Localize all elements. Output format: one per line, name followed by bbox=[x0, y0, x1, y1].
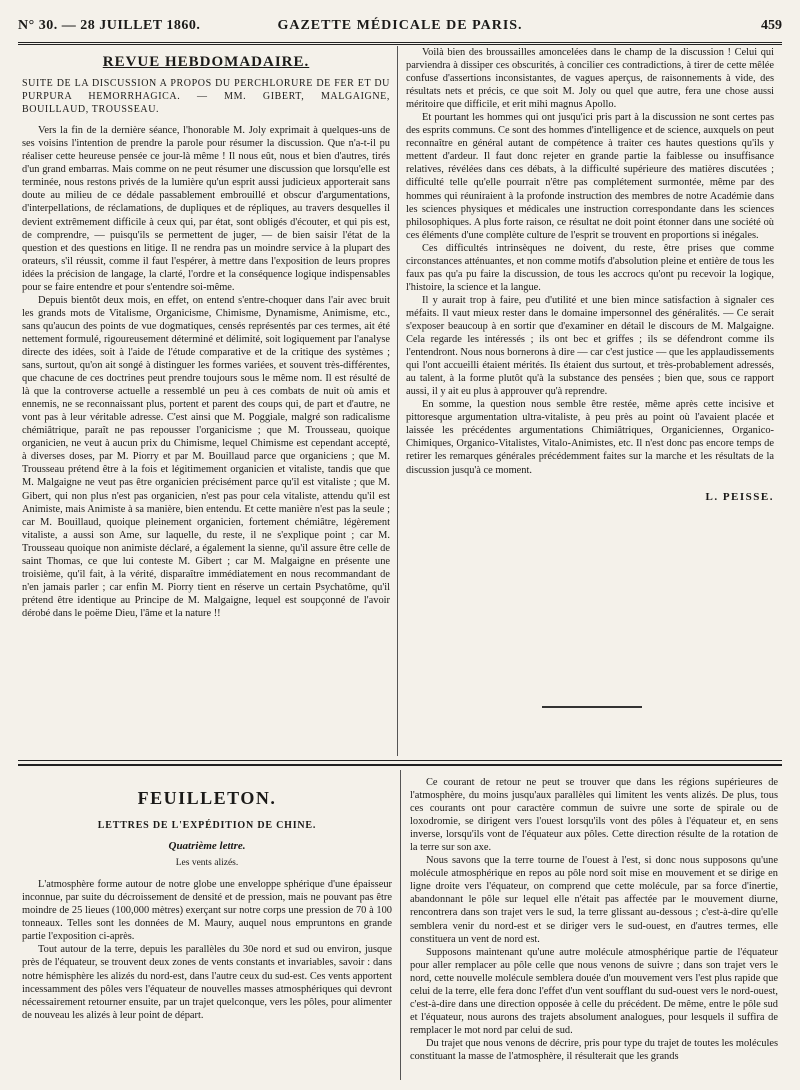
revue-paragraph: Depuis bientôt deux mois, en effet, on entend s'entre-choquer dans l'air avec bruit les grands mots de Vitalisme, Organicisme, Chimisme, Dynamisme, Animisme, etc., sans qu'aucun des points de vue dogmatiques, censés représentés par ces termes, ait été nettement formulé, rigoureusement déterminé et délimité, soit logiquement par l'analyse directe des idées, soit à l'aide de l'étude comparative et de la critique des systèmes ; sans, surtout, qu'on ait songé à distinguer les formes variées, et souvent très-différentes, que chacune de ces doctrines peut prendre toujours sous le même nom. Il est résulté de là que la controverse actuelle a ressemblé un peu à ces combats de nuit où amis et ennemis, ne se reconnaissant plus, portent et parent des coups qui, de part et d'autre, ne vont pas à leur véritable adresse. C'est ainsi que M. Poggiale, malgré son radicalisme chémiâtrique, paraît ne pas repousser l'organicisme ; que M. Trousseau, quoique organicien, ne veut à aucun prix du Chimisme, lequel Chimisme est cependant accepté, à diverses doses, par M. Piorry et par M. Bouillaud parce que organiciens ; que M. Trousseau prétend être à la fois et légitimement organicien et vitaliste, tandis que que M. Malgaigne ne veut pas être organicien précisément parce qu'il est vitaliste ; que M. Gibert, qui non plus n'est pas organicien, n'est pas pour cela vitaliste, attendu qu'il est Animiste, mais Animiste à sa manière, bien entendu. Et cette manière n'est pas la seule ; car M. Bouillaud, quoique pleinement organicien, fortement chémiâtre, légèrement vitaliste, a aussi son Ame, sur laquelle, du reste, il ne s'explique point ; car M. Trousseau quoique non animiste déclaré, a également la sienne, qu'il assure être celle de saint Thomas, ce que lui conteste M. Gibert ; car M. Malgaigne en présente une troisième, qu'il fait, à la vérité, disparaître immédiatement en nous recommandant de n'en jamais parler ; car enfin M. Piorry tient en réserve un certain Psychatôme, qu'il prétend être identique au Principe de M. Malgaigne, lequel est soupçonné de l'avoir dérobé dans le poëme Dieu, l'âme et la nature !! bbox=[22, 294, 390, 619]
feuilleton-column-right bbox=[410, 776, 778, 1076]
feuilleton-paragraph: Du trajet que nous venons de décrire, pris pour type du trajet de toutes les molécules constituant la masse de l'atmosphère, il résulterait que les grands bbox=[410, 1037, 778, 1062]
feuilleton-rule-bottom bbox=[18, 764, 782, 766]
feuilleton-paragraph: L'atmosphère forme autour de notre globe une enveloppe sphérique d'une épaisseur inconnue, par suite du décroissement de densité et de pression, mais ne pouvant pas être moindre de 25 lieues (100,000 mètres) exerçant sur notre corps une pression de 70 à 100 tonneaux. Telles sont les données de M. Maury, auquel nous empruntons en grande partie l'exposition ci-après. bbox=[22, 879, 392, 943]
feuilleton-column-left bbox=[22, 776, 392, 1076]
revue-paragraph: Et pourtant les hommes qui ont jusqu'ici pris part à la discussion ne sont certes pas des esprits communs. Ce sont des hommes d'intelligence et de science, auxquels on peut reconnaître en général autant de compétence à traiter ces hautes questions qu'ils y mettent d'ardeur. Il faut donc rejeter en grande partie la faiblesse ou insuffisance relatives, révélées dans ces débats, à la difficulté supérieure des matières discutées ; difficulté telle qu'elle pourrait n'être pas complétement surmontée, même par des hommes qui réuniraient à la profonde instruction des membres de notre Académie dans les sciences physiques et médicales une instruction correspondante dans les sciences philosophiques. A plus forte raison, ce résultat ne doit point étonner dans une société où ces éléments d'une complète culture de l'esprit se trouvent en proportions si inégales. bbox=[406, 112, 774, 241]
section-end-rule bbox=[542, 706, 642, 708]
revue-column-right bbox=[406, 46, 774, 646]
masthead bbox=[18, 14, 782, 45]
issue-date: N° 30. — 28 JUILLET 1860. bbox=[18, 18, 201, 33]
journal-title: GAZETTE MÉDICALE DE PARIS. bbox=[277, 18, 523, 33]
author-signature: L. PEISSE. bbox=[705, 490, 774, 503]
revue-column-left bbox=[22, 54, 390, 754]
letter-number: Quatrième lettre. bbox=[168, 840, 246, 853]
revue-paragraph: Ces difficultés intrinsèques ne doivent, du reste, être prises que comme circonstances atténuantes, et non comme motifs d'absolution pleine et entière de tous les faux pas qu'a pu faire la discussion, de tous les accrocs qu'ont pu recevoir la logique, l'histoire, la science et la langue. bbox=[406, 242, 774, 293]
revue-paragraph: Voilà bien des broussailles amoncelées dans le champ de la discussion ! Celui qui parviendra à dissiper ces obscurités, à concilier ces contradictions, à tirer de cette mêlée confuse d'assertions inconsistantes, de vagues aperçus, de raisonnements à vide, des résultats nets et précis, ce que soit M. Joly ou quel que autre, fera une chose aussi méritoire que difficile, et erit mihi magnus Apollo. bbox=[406, 47, 774, 111]
feuilleton-title: FEUILLETON. bbox=[137, 788, 277, 808]
revue-subject: SUITE DE LA DISCUSSION A PROPOS DU PERCHLORURE DE FER ET DU PURPURA HEMORRHAGICA. — MM. GIBERT, MALGAIGNE, BOUILLAUD, TROUSSEAU. bbox=[22, 78, 390, 116]
feuilleton-paragraph: Nous savons que la terre tourne de l'ouest à l'est, si donc nous supposons qu'une molécule atmosphérique en repos au pôle nord soit mise en mouvement et se dirige en ligne droite vers l'équateur, on comprend que cette molécule, par sa force d'inertie, abandonnant le pôle sur lequel elle n'était pas affectée par le mouvement diurne, rencontrera dans son trajet vers le sud, la terre glissant au-dessous ; c'est-à-dire qu'elle semblera venir du nord-est et se diriger vers le sud-ouest, en d'autres termes, elle constituera un vent de nord est. bbox=[410, 855, 778, 945]
letter-subject: Les vents alizés. bbox=[175, 858, 239, 869]
revue-title: REVUE HEBDOMADAIRE. bbox=[102, 54, 310, 70]
feuilleton-rule-top bbox=[18, 760, 782, 761]
revue-paragraph: Il y aurait trop à faire, peu d'utilité et une bien mince satisfaction à signaler ces méfaits. Il vaut mieux rester dans le domaine impersonnel des généralités. — Ce serait s'exposer beaucoup à en sortir que d'examiner en détail le discours de M. Malgaigne. Cela regarde les intéressés ; ils ont bec et griffes ; ils se défendront comme ils l'entendront. Nous nous bornerons à dire — car c'est justice — que les applaudissements qui l'ont accueilli étaient mérités. Ils étaient dus surtout, et très-probablement adressés, au talent, à la forme plutôt qu'à la substance des pensées ; bien que, sous ce rapport aussi, il y ait eu plus à approuver qu'à reprendre. bbox=[406, 294, 774, 398]
revue-paragraph: Vers la fin de la dernière séance, l'honorable M. Joly exprimait à quelques-uns de ses voisins l'intention de prendre la parole pour résumer la discussion. Que n'a-t-il pu réaliser cette heureuse pensée ce jour-là même ! Il nous eût, nous et bien d'autres, tirés d'un grand embarras. Mais comme on ne peut résumer une discussion que lorsqu'elle est terminée, nous restons privés de la lumière qu'un esprit aussi judicieux apporterait sans doute au milieu de ce dédale passablement embrouillé et obscur d'argumentations, d'interpellations, de réclamations, de dupliques et de répliques, au travers desquelles il devient extrêmement difficile à ceux qui, par état, sont obligés d'écouter, et qui pis est, de comprendre, — puisqu'ils se permettent de juger, — de bien saisir l'état de la question et des questions en litige. Il ne rendra pas un moindre service à la plupart des orateurs, s'il réussit, comme il faut l'espérer, à mettre dans l'exposition de leurs propres idées la précision de langage, la clarté, l'ordre et la conséquence logique indispensables pour se faire entendre et pour s'entendre soi-même. bbox=[22, 125, 390, 293]
column-divider bbox=[397, 46, 398, 756]
feuilleton-column-divider bbox=[400, 770, 401, 1080]
letter-series-title: LETTRES DE L'EXPÉDITION DE CHINE. bbox=[97, 820, 317, 832]
feuilleton-paragraph: Tout autour de la terre, depuis les parallèles du 30e nord et sud ou environ, jusque près de l'équateur, se trouvent deux zones de vents constants et invariables, savoir : dans notre hémisphère les alizés du nord-est, dans l'autre ceux du sud-est. Ces vents apportent incessamment des pôles vers l'équateur de nouvelles masses atmosphériques qui devront nécessairement retourner ensuite, par un trajet quelconque, vers les pôles, pour alimenter de nouveau les alizés à leur point de départ. bbox=[22, 944, 392, 1021]
feuilleton-paragraph: Supposons maintenant qu'une autre molécule atmosphérique partie de l'équateur pour aller remplacer au pôle celle que nous venons de suivre ; dans son trajet vers le nord, cette nouvelle molécule semblera douée d'un mouvement vers l'est plus rapide que celui de la terre, elle fera donc l'effet d'un vent soufflant du sud-ouest vers le nord-ouest, c'est-à-dire dans une direction opposée à celle du précédent. De même, entre le pôle sud et l'équateur, nous aurons des trajets absolument analogues, pour lesquels il suffira de remplacer le mot nord par celui de sud. bbox=[410, 946, 778, 1036]
feuilleton-paragraph: Ce courant de retour ne peut se trouver que dans les régions supérieures de l'atmosphère, du moins jusqu'aux parallèles qui limitent les vents alizés. De plus, tous ces courants ont pour caractère commun de suivre une sorte de spirale ou de loxodromie, se dirigent vers l'ouest lorsqu'ils vont des pôles à l'équateur et, en sens inverse, lorsqu'ils vont de l'équateur aux pôles. Cette direction résulte de la rotation de la terre sur son axe. bbox=[410, 777, 778, 854]
revue-paragraph: En somme, la question nous semble être restée, même après cette incisive et pittoresque argumentation ultra-vitaliste, à peu près au point où l'avaient placée et laissée les précédentes argumentations Chimiâtriques, Organiciennes, Organico-Chimiques, Organico-Vitalistes, Vitalo-Animistes, etc. Il n'est donc pas encore temps de retirer les remarques générales précédemment faites sur la marche et les résultats de la discussion jusqu'à ce moment. bbox=[406, 399, 774, 476]
page-number: 459 bbox=[761, 18, 782, 33]
